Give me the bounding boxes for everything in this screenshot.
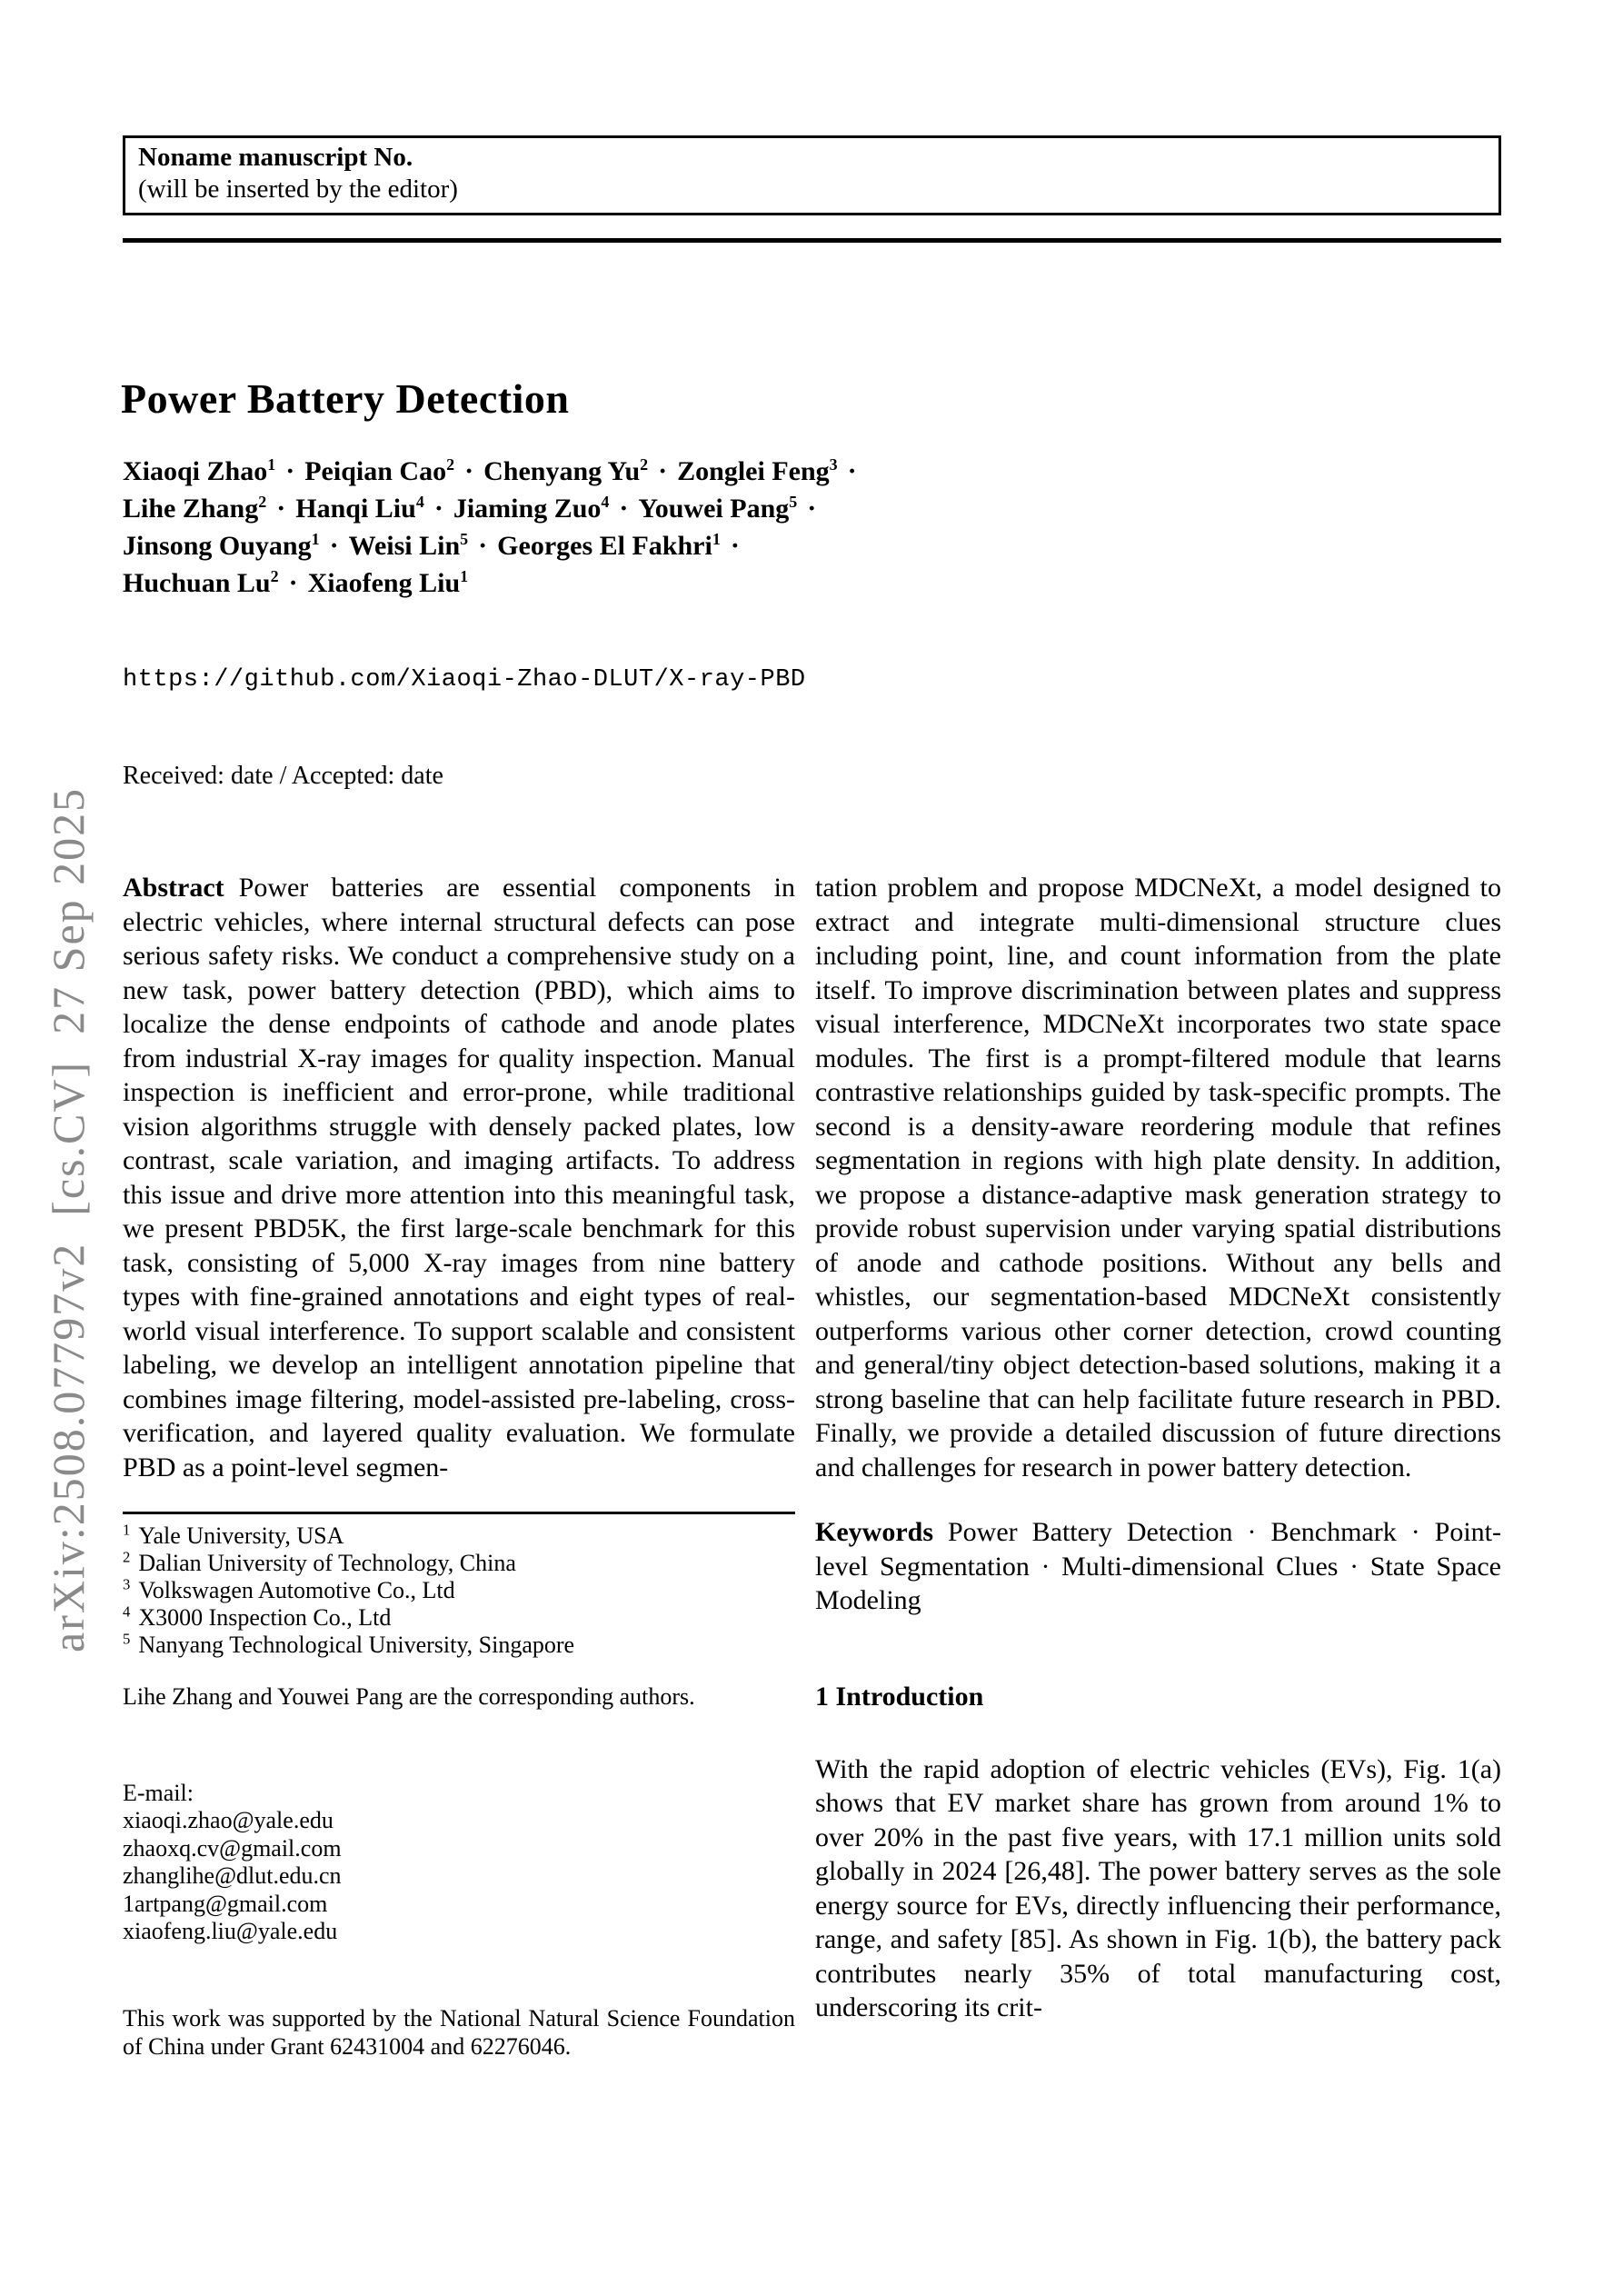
- left-column: [123, 844, 795, 2084]
- affiliation-item: [123, 1547, 795, 1577]
- affiliation-text: Nanyang Technological University, Singapore: [138, 1631, 575, 1658]
- author-affiliation-sup: 2: [258, 493, 267, 511]
- author-affiliation-sup: 5: [789, 493, 798, 511]
- affiliation-sup: 4: [123, 1602, 131, 1620]
- author-separator: ·: [276, 494, 286, 524]
- affiliation-text: Yale University, USA: [138, 1522, 344, 1549]
- keywords-label: Keywords: [815, 1517, 933, 1547]
- received-accepted-line: Received: date / Accepted: date: [123, 762, 443, 790]
- author-affiliation-sup: 3: [829, 455, 838, 474]
- email-label: E-mail:: [123, 1779, 194, 1806]
- author-affiliation-sup: 4: [415, 493, 424, 511]
- author-name: Jinsong Ouyang$^1$: [123, 530, 320, 561]
- author-separator: ·: [433, 494, 443, 524]
- affiliation-item: [123, 1574, 795, 1604]
- affiliation-sup: 1: [123, 1520, 131, 1538]
- author-separator: ·: [730, 531, 740, 561]
- affiliation-text: Volkswagen Automotive Co., Ltd: [138, 1576, 455, 1603]
- author-lines: [123, 453, 867, 602]
- abstract-label: Abstract: [123, 873, 224, 903]
- author-affiliation-sup: 1: [267, 455, 276, 474]
- author-affiliation-sup: 5: [460, 530, 469, 548]
- author-separator: ·: [807, 494, 817, 524]
- author-line: [123, 490, 867, 527]
- email-address: 1artpang@gmail.com: [123, 1890, 328, 1917]
- author-affiliation-sup: 4: [601, 493, 610, 511]
- arxiv-watermark: arXiv:2508.07797v2 [cs.CV] 27 Sep 2025: [43, 786, 94, 1652]
- affiliation-item: [123, 1522, 795, 1550]
- email-address: xiaofeng.liu@yale.edu: [123, 1918, 338, 1944]
- abstract-continuation: tation problem and propose MDCNeXt, a model designed to extract and integrate multi-dimensional structure clues including point, line, and count information from the plate itself. To improve discrimination between plates and suppress visual interference, MDCNeXt incorporates two state space modules. The first is a prompt-filtered module that learns contrastive relationships guided by task-specific prompts. The second is a density-aware reordering module that refines segmentation in regions with high plate density. In addition, we propose a distance-adaptive mask generation strategy to provide robust supervision under varying spatial distributions of anode and cathode positions. Without any bells and whistles, our segmentation-based MDCNeXt consistently outperforms various other corner detection, crowd counting and general/tiny object detection-based solutions, making it a strong baseline that can help facilitate future research in PBD. Finally, we provide a detailed discussion of future directions and challenges for research in power battery detection.: [815, 873, 1501, 1482]
- author-name: Chenyang Yu$^2$: [483, 455, 649, 486]
- author-name: Youwei Pang$^5$: [638, 493, 798, 524]
- affiliation-sup: 5: [123, 1629, 131, 1647]
- author-name: Hanqi Liu$^4$: [295, 493, 424, 524]
- email-block: [123, 1780, 795, 1946]
- affiliation-list: [123, 1522, 795, 1659]
- affiliation-item: [123, 1629, 795, 1659]
- author-affiliation-sup: 1: [460, 567, 469, 585]
- page-title: Power Battery Detection: [121, 375, 570, 422]
- email-address: zhaoxq.cv@gmail.com: [123, 1834, 342, 1862]
- author-affiliation-sup: 2: [446, 455, 455, 474]
- author-name: Jiaming Zuo$^4$: [453, 493, 610, 524]
- author-separator: ·: [478, 531, 488, 561]
- author-line: [123, 527, 867, 564]
- section-heading-introduction: 1 Introduction: [815, 1681, 984, 1712]
- affiliation-item: [123, 1604, 795, 1632]
- author-name: Georges El Fakhri$^1$: [497, 530, 721, 561]
- author-separator: ·: [329, 531, 339, 561]
- editor-note-line: (will be inserted by the editor): [138, 175, 458, 204]
- author-name: Lihe Zhang$^2$: [123, 493, 267, 524]
- keywords-paragraph: [815, 1515, 1501, 1618]
- keywords-text: Power Battery Detection · Benchmark · Point-level Segmentation · Multi-dimensional Clues · State Space Modeling: [815, 1517, 1501, 1615]
- affiliation-sup: 3: [123, 1574, 131, 1592]
- footnote-rule: [123, 1512, 795, 1514]
- author-separator: ·: [464, 456, 474, 486]
- author-separator: ·: [288, 568, 298, 598]
- affiliation-sup: 2: [123, 1547, 131, 1565]
- author-affiliation-sup: 1: [311, 530, 320, 548]
- affiliation-text: X3000 Inspection Co., Ltd: [138, 1603, 392, 1631]
- author-name: Xiaofeng Liu$^1$: [307, 567, 469, 598]
- author-affiliation-sup: 1: [712, 530, 721, 548]
- author-separator: ·: [285, 456, 295, 486]
- author-separator: ·: [619, 494, 629, 524]
- introduction-paragraph: With the rapid adoption of electric vehicles (EVs), Fig. 1(a) shows that EV market share has grown from around 1% to over 20% in the past five years, with 17.1 million units sold globally in 2024 [26,48]. The power battery serves as the sole energy source for EVs, directly influencing their performance, range, and safety [85]. As shown in Fig. 1(b), the battery pack contributes nearly 35% of total manufacturing cost, underscoring its crit-: [815, 1753, 1501, 2022]
- manuscript-no-line: Noname manuscript No.: [138, 143, 413, 172]
- author-affiliation-sup: 2: [270, 567, 279, 585]
- repo-url-link[interactable]: https://github.com/Xiaoqi-Zhao-DLUT/X-ray-PBD: [123, 666, 806, 694]
- author-name: Xiaoqi Zhao$^1$: [123, 455, 276, 486]
- header-rule: [123, 238, 1501, 243]
- right-column: [815, 844, 1501, 2052]
- abstract-text-col1: Power batteries are essential components in electric vehicles, where internal structural defects can pose serious safety risks. We conduct a comprehensive study on a new task, power battery detection (PBD), which aims to localize the dense endpoints of cathode and anode plates from industrial X-ray images for quality inspection. Manual inspection is inefficient and error-prone, while traditional vision algorithms struggle with densely packed plates, low contrast, scale variation, and imaging artifacts. To address this issue and drive more attention into this meaningful task, we present PBD5K, the first large-scale benchmark for this task, consisting of 5,000 X-ray images from nine battery types with fine-grained annotations and eight types of real-world visual interference. To support scalable and consistent labeling, we develop an intelligent annotation pipeline that combines image filtering, model-assisted pre-labeling, cross-verification, and layered quality evaluation. We formulate PBD as a point-level segmen-: [123, 873, 795, 1482]
- corresponding-authors-note: Lihe Zhang and Youwei Pang are the corresponding authors.: [123, 1682, 695, 1710]
- affiliation-text: Dalian University of Technology, China: [138, 1549, 516, 1576]
- abstract-paragraph: [123, 871, 795, 1484]
- author-name: Huchuan Lu$^2$: [123, 567, 279, 598]
- author-line: [123, 453, 867, 490]
- author-separator: ·: [847, 456, 857, 486]
- manuscript-header-box: [123, 135, 1501, 215]
- author-line: [123, 564, 867, 602]
- funding-note: This work was supported by the National Natural Science Foundation of China under Grant 62431004 and 62276046.: [123, 2004, 795, 2060]
- email-address: xiaoqi.zhao@yale.edu: [123, 1807, 334, 1833]
- author-separator: ·: [658, 456, 668, 486]
- author-name: Weisi Lin$^5$: [348, 530, 469, 561]
- author-affiliation-sup: 2: [640, 455, 649, 474]
- email-address: zhanglihe@dlut.edu.cn: [123, 1862, 342, 1889]
- author-name: Zonglei Feng$^3$: [677, 455, 838, 486]
- email-list: [123, 1807, 795, 1946]
- author-name: Peiqian Cao$^2$: [304, 455, 455, 486]
